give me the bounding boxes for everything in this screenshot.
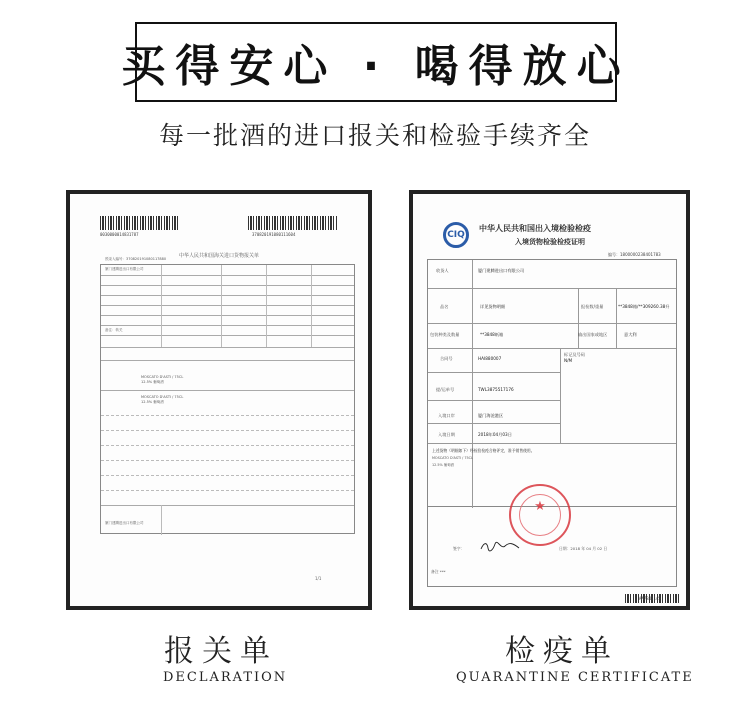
quarantine-caption: 检疫单 — [505, 634, 619, 669]
official-seal — [509, 484, 571, 546]
field-value: **3848箱/**309260.38升 — [618, 304, 670, 309]
field-label: 提/运单号 — [436, 387, 455, 392]
quarantine-caption-en: QUARANTINE CERTIFICATE — [456, 670, 694, 685]
field-value: TWL3875517176 — [478, 387, 514, 392]
goods-detail: MOSCATO D'ASTI / 75CL — [432, 456, 473, 460]
field-value: 厦门建腾进出口有限公司 — [478, 268, 525, 273]
declaration-row: 备注：转关 — [105, 328, 123, 332]
field-value: 2018年04月03日 — [478, 432, 512, 437]
field-value: **3848纸箱 — [480, 332, 504, 337]
declaration-caption: 报关单 — [164, 634, 278, 669]
headline-box — [121, 22, 631, 102]
field-label: 入境口岸 — [438, 413, 455, 418]
barcode-right-number: 370820191080111604 — [252, 232, 296, 237]
field-value: 厦门海沧港区 — [478, 413, 504, 418]
ciq-emblem-icon: CIQ — [443, 222, 469, 248]
declaration-row: 12.5% 葡萄酒 — [141, 380, 164, 384]
signing-date: 日期：2018 年 04 月 02 日 — [559, 546, 608, 551]
field-label: 包装种类及数量 — [430, 332, 460, 337]
barcode-right — [248, 216, 338, 230]
field-label: 收货人 — [436, 268, 449, 273]
declaration-frame — [66, 190, 372, 610]
subheadline: 每一批酒的进口报关和检验手续齐全 — [158, 121, 591, 150]
barcode-left-number: 0030000014831787 — [100, 232, 139, 237]
declaration-row: MOSCATO D'ASTI / 75CL — [141, 375, 184, 379]
declaration-row: 厦门建腾进出口有限公司 — [105, 267, 144, 271]
certificate-subtitle: 入境货物检验检疫证明 — [515, 238, 585, 246]
field-value: 意大利 — [624, 332, 637, 337]
field-value: 详见货物明细 — [480, 304, 506, 309]
signature — [479, 540, 521, 552]
star-icon: ★ — [534, 499, 546, 514]
declaration-row: 12.5% 葡萄酒 — [141, 400, 164, 404]
footer-note: 备注 *** — [431, 569, 446, 574]
goods-detail: 12.5% 葡萄酒 — [432, 463, 455, 467]
field-label: 报检数/重量 — [581, 304, 604, 309]
field-label: 入境日期 — [438, 432, 455, 437]
field-label: 输出国家或地区 — [578, 332, 608, 337]
field-label: 品名 — [440, 304, 449, 309]
barcode-left — [100, 216, 178, 230]
declaration-row: MOSCATO D'ASTI / 75CL — [141, 395, 184, 399]
certificate-number: 编号：1800000238401783 — [608, 252, 661, 257]
page-number: 1/1 — [315, 576, 322, 581]
declaration-row: 厦门建腾进出口有限公司 — [105, 521, 144, 525]
quarantine-document — [413, 194, 686, 606]
field-label: 标记及号码 — [564, 352, 585, 357]
field-value: N/M — [564, 358, 573, 363]
footer-barcode-number: AA7841145 — [639, 596, 661, 601]
field-value: HAI880007 — [478, 356, 502, 361]
headline: 买得安心 · 喝得放心 — [121, 41, 631, 92]
quarantine-frame — [409, 190, 690, 610]
certificate-table — [427, 259, 677, 507]
certificate-title: 中华人民共和国出入境检验检疫 — [479, 224, 591, 233]
signer-label: 签字： — [453, 546, 465, 551]
declaration-caption-en: DECLARATION — [163, 670, 288, 685]
declaration-title: 中华人民共和国海关进口货物报关单 — [178, 253, 259, 259]
declaration-document — [70, 194, 368, 606]
declaration-row: 预录入编号：370820191080117880 — [105, 257, 167, 261]
inspection-statement: 上述货物（明细如下）经检验检疫合格评定，准予销售使用。 — [432, 448, 535, 453]
declaration-table — [100, 257, 355, 534]
field-label: 合同号 — [440, 356, 453, 361]
